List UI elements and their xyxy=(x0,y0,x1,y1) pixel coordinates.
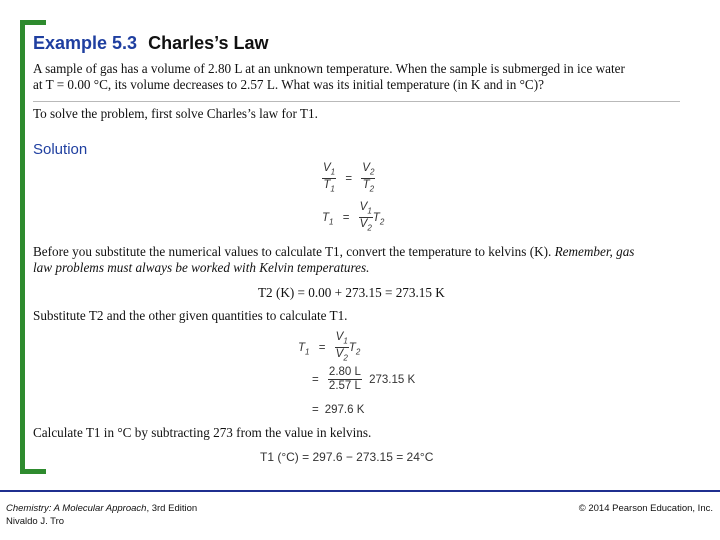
t1-result: = 297.6 K xyxy=(312,404,365,416)
before-text xyxy=(33,244,683,276)
divider xyxy=(33,101,680,102)
bracket-bottom xyxy=(20,469,46,474)
book-title: Chemistry: A Molecular Approach xyxy=(6,503,147,514)
problem-statement xyxy=(33,61,673,93)
t1-calculation: $T_1$ = $\frac{V_1}{V_2}$ $T_2$ xyxy=(298,331,361,363)
strategy-text: To solve the problem, first solve Charles’s law for T1. xyxy=(33,106,318,121)
solution-heading: Solution xyxy=(33,141,88,158)
footer-author: Nivaldo J. Tro xyxy=(6,516,65,527)
footer-copyright: © 2014 Pearson Education, Inc. xyxy=(578,503,713,514)
celsius-equation: T1 (°C) = 297.6 − 273.15 = 24°C xyxy=(260,450,434,464)
v1-value: 2.80 L xyxy=(328,366,361,378)
t2-equation: T2 (K) = 0.00 + 273.15 = 273.15 K xyxy=(258,285,445,300)
footer-book xyxy=(6,503,197,514)
celsius-text: Calculate T1 in °C by subtracting 273 from the value in kelvins. xyxy=(33,425,372,440)
footer-line xyxy=(0,490,720,492)
before-line-1-italic: Remember, gas xyxy=(554,244,635,259)
book-edition: , 3rd Edition xyxy=(146,503,198,514)
before-line-2: law problems must always be worked with Kelvin temperatures. xyxy=(33,260,370,275)
charles-law-equation: $\frac{V_1}{T_1}$ = $\frac{V_2}{T_2}$ xyxy=(323,162,375,194)
bracket-left xyxy=(20,20,25,474)
t2-value: 273.15 K xyxy=(369,373,416,386)
v2-value: 2.57 L xyxy=(328,380,361,392)
t1-substitution: = $\frac{2.80 L}{2.57 L}$ 273.15 K xyxy=(312,366,416,392)
substitute-text: Substitute T2 and the other given quantities to calculate T1. xyxy=(33,308,348,323)
t1-result-value: 297.6 K xyxy=(324,404,365,416)
example-title xyxy=(33,33,268,54)
before-line-1: Before you substitute the numerical values to calculate T1, convert the temperature to kelvins (K). xyxy=(33,244,552,259)
example-number: Example 5.3 xyxy=(33,33,138,53)
example-name: Charles’s Law xyxy=(148,33,269,53)
problem-line-1: A sample of gas has a volume of 2.80 L at an unknown temperature. When the sample is submerged in ice water xyxy=(33,61,625,76)
t1-solved-equation: $T_1$ = $\frac{V_1}{V_2}$ $T_2$ xyxy=(322,201,385,233)
problem-line-2: at T = 0.00 °C, its volume decreases to 2.57 L. What was its initial temperature (in K and in °C)? xyxy=(33,77,544,92)
